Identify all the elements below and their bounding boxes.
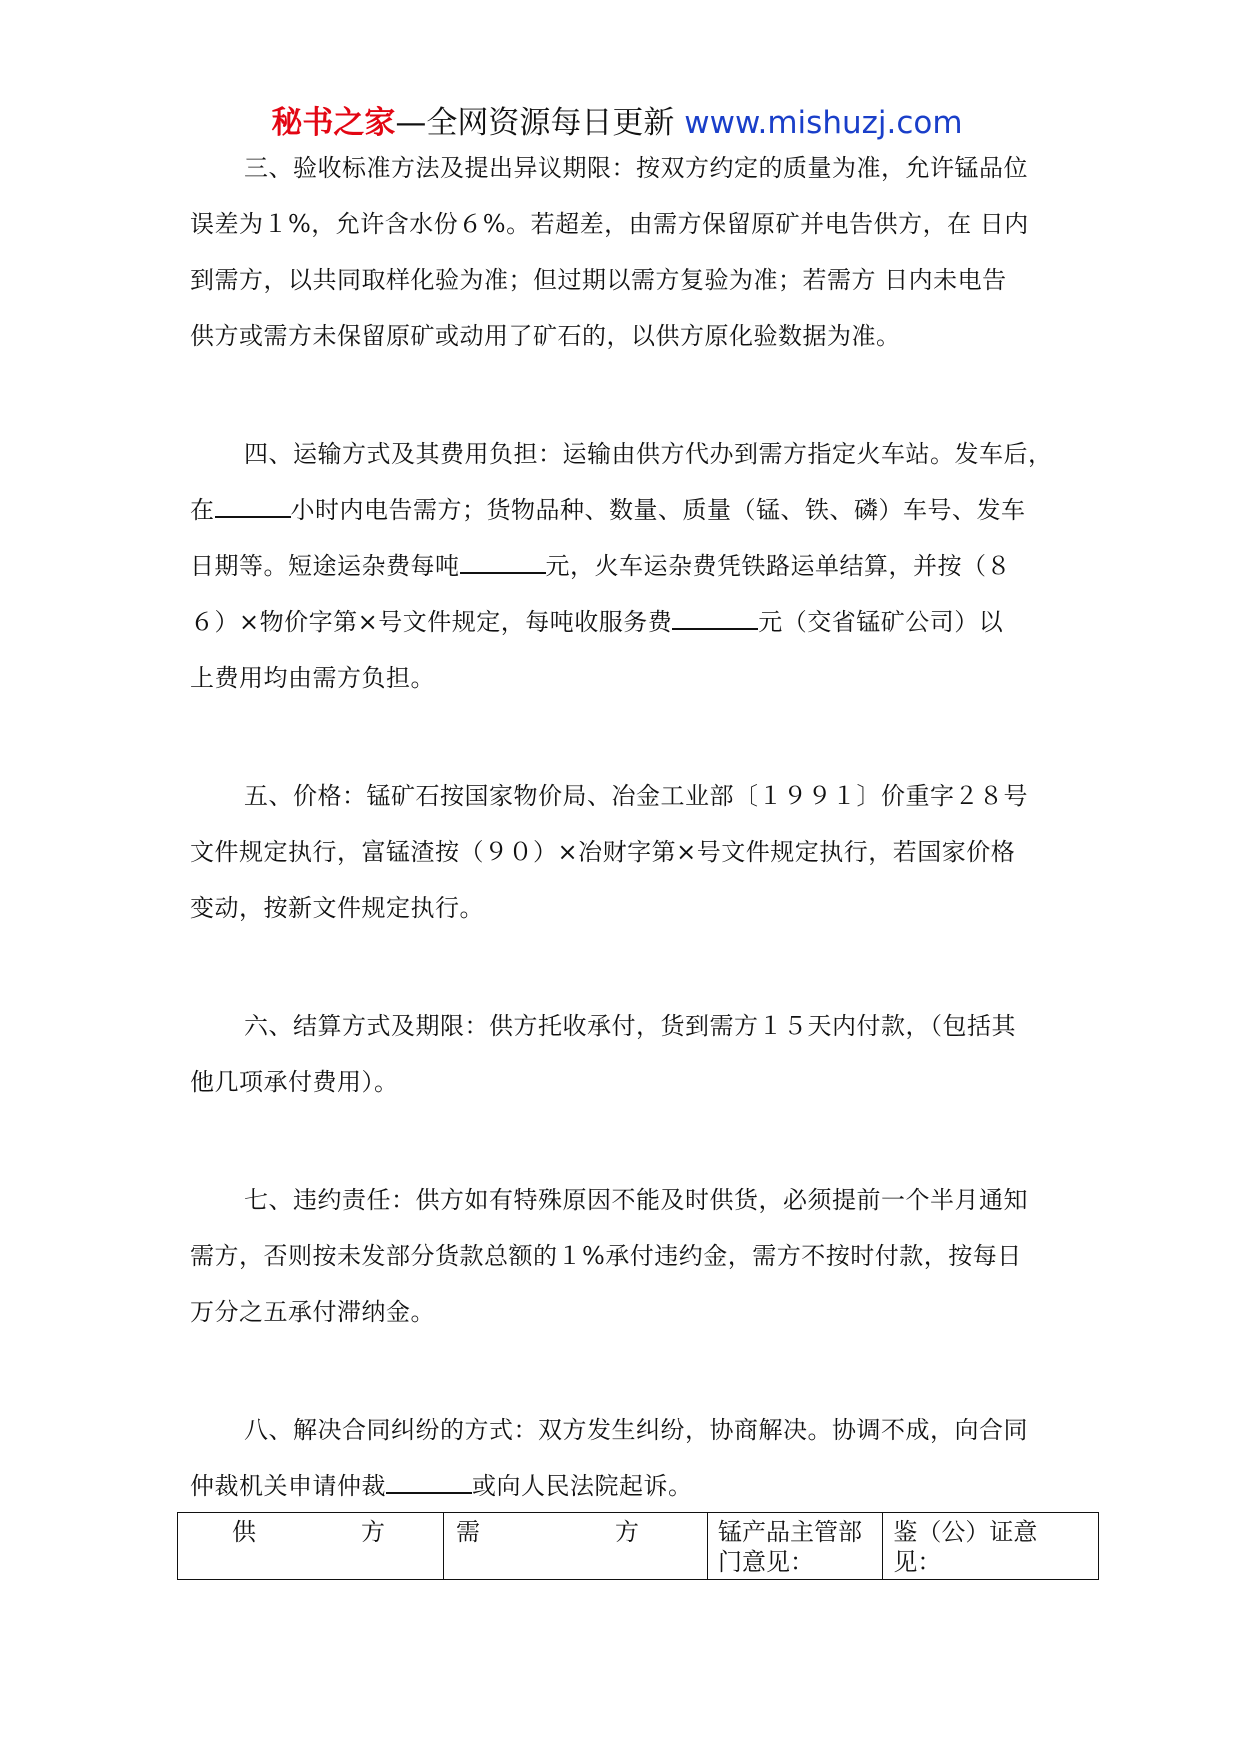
- s4-line-3: [190, 550, 1011, 582]
- s4-line-2: [190, 494, 1026, 526]
- s8-line-2-b: 或向人民法院起诉。: [472, 1472, 693, 1500]
- header-tagline: —全网资源每日更新: [395, 105, 685, 141]
- short-freight-blank: [460, 550, 546, 574]
- s3-line-3: 到需方，以共同取样化验为准；但过期以需方复验为准；若需方 日内未电告: [190, 266, 1007, 294]
- s4-line-4-b: 元（交省锰矿公司）以: [758, 608, 1004, 636]
- s4-line-5: 上费用均由需方负担。: [190, 664, 435, 692]
- s5-line-2: 文件规定执行，富锰渣按（９０）×冶财字第×号文件规定执行，若国家价格: [190, 838, 1016, 866]
- signature-table: [177, 1512, 1099, 1580]
- s4-line-3-b: 元，火车运杂费凭铁路运单结算，并按（８: [545, 552, 1011, 580]
- buyer-label: [454, 1517, 699, 1547]
- authority-label-l2: 门意见：: [718, 1548, 815, 1576]
- s8-line-2-a: 仲裁机关申请仲裁: [190, 1472, 386, 1500]
- s6-line-1: 六、结算方式及期限：供方托收承付，货到需方１５天内付款，（包括其: [244, 1012, 1016, 1040]
- arbitration-blank: [386, 1470, 472, 1494]
- s8-line-2: [190, 1470, 693, 1502]
- buyer-cell: [444, 1513, 708, 1580]
- notary-label-l2: 见：: [893, 1548, 942, 1576]
- s7-line-1: 七、违约责任：供方如有特殊原因不能及时供货，必须提前一个半月通知: [244, 1186, 1028, 1214]
- supplier-label-a: 供: [232, 1518, 256, 1546]
- buyer-label-a: 需: [456, 1518, 481, 1546]
- s4-line-4-a: ６）×物价字第×号文件规定，每吨收服务费: [190, 608, 673, 636]
- notary-label-l1: 鉴（公）证意: [893, 1518, 1038, 1546]
- authority-label-l1: 锰产品主管部: [718, 1518, 863, 1546]
- service-fee-blank: [672, 606, 758, 630]
- authority-cell: [708, 1513, 883, 1580]
- s7-line-3: 万分之五承付滞纳金。: [190, 1298, 435, 1326]
- s4-line-2-b: 小时内电告需方；货物品种、数量、质量（锰、铁、磷）车号、发车: [290, 496, 1026, 524]
- s3-line-4: 供方或需方未保留原矿或动用了矿石的，以供方原化验数据为准。: [190, 322, 901, 350]
- notary-cell: [883, 1513, 1099, 1580]
- s3-line-2: 误差为１%，允许含水份６%。若超差，由需方保留原矿并电告供方，在 日内: [190, 210, 1029, 238]
- supplier-label: [188, 1517, 435, 1547]
- header-brand: 秘书之家: [271, 105, 396, 141]
- s8-line-1: 八、解决合同纠纷的方式：双方发生纠纷，协商解决。协调不成，向合同: [244, 1416, 1028, 1444]
- hours-blank: [215, 494, 291, 518]
- s4-line-1: 四、运输方式及其费用负担：运输由供方代办到需方指定火车站。发车后，: [244, 440, 1053, 468]
- s5-line-3: 变动，按新文件规定执行。: [190, 894, 484, 922]
- s4-line-4: [190, 606, 1003, 638]
- s5-line-1: 五、价格：锰矿石按国家物价局、冶金工业部〔１９９１〕价重字２８号: [244, 782, 1028, 810]
- header-url[interactable]: www.mishuzj.com: [684, 105, 963, 141]
- s4-line-3-a: 日期等。短途运杂费每吨: [190, 552, 460, 580]
- s6-line-2: 他几项承付费用）。: [190, 1068, 399, 1096]
- supplier-label-b: 方: [361, 1518, 386, 1546]
- supplier-cell: [178, 1513, 444, 1580]
- buyer-label-b: 方: [615, 1518, 640, 1546]
- page-header: [0, 103, 1234, 143]
- s4-line-2-a: 在: [190, 496, 215, 524]
- s3-line-1: 三、验收标准方法及提出异议期限：按双方约定的质量为准，允许锰品位: [244, 154, 1028, 182]
- s7-line-2: 需方，否则按未发部分货款总额的１%承付违约金，需方不按时付款，按每日: [190, 1242, 1022, 1270]
- signature-row: [178, 1513, 1099, 1580]
